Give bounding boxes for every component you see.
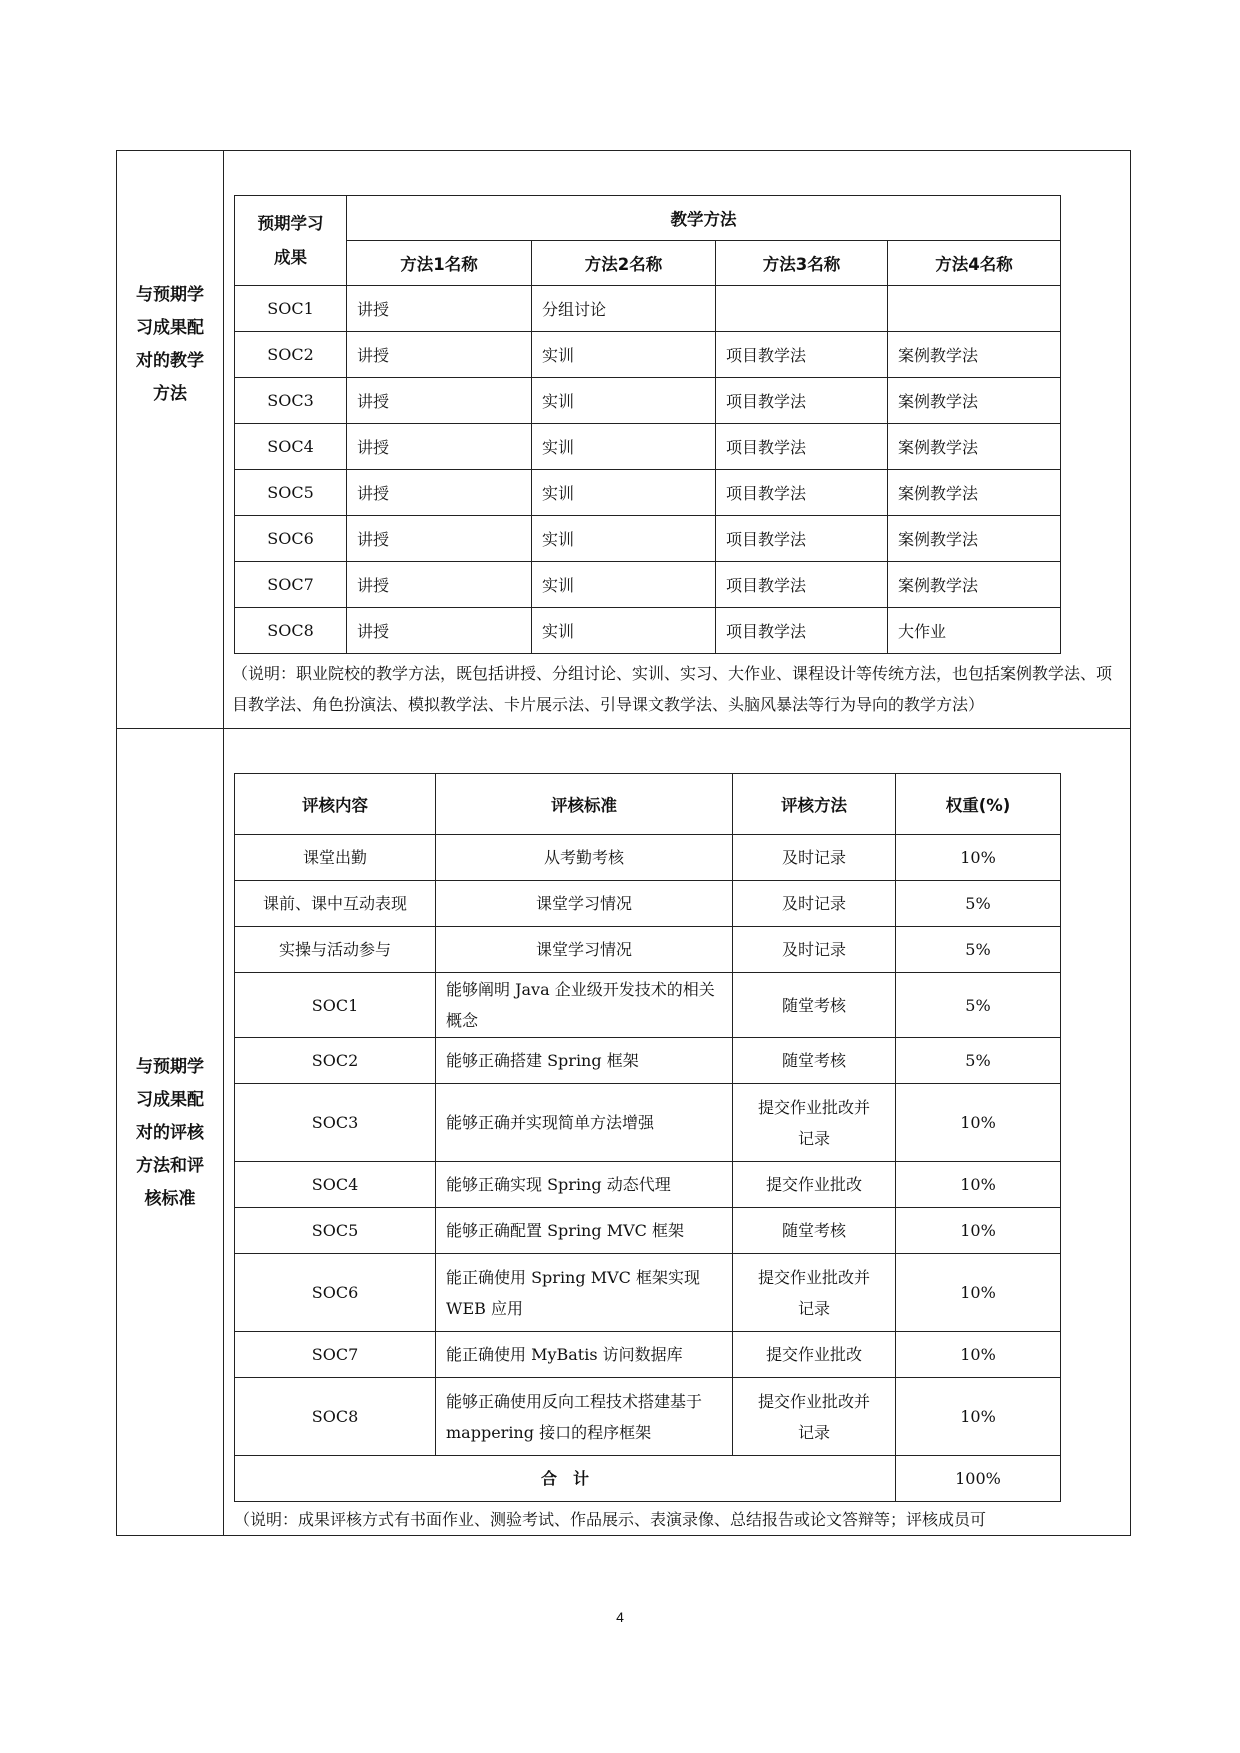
weight-header: 权重(%) bbox=[896, 774, 1061, 835]
method-cell: 讲授 bbox=[347, 378, 532, 424]
assessment-note: （说明：成果评核方式有书面作业、测验考试、作品展示、表演录像、总结报告或论文答辩等；评核成员可 bbox=[234, 1510, 987, 1529]
method-header: 评核方法 bbox=[733, 774, 896, 835]
outcome-header bbox=[235, 196, 347, 286]
assessment-label bbox=[117, 729, 224, 1536]
method-cell: 实训 bbox=[532, 470, 716, 516]
method-cell: 案例教学法 bbox=[888, 424, 1061, 470]
total-label: 合 计 bbox=[235, 1456, 896, 1502]
method-cell: 提交作业批改 bbox=[733, 1332, 896, 1378]
table-row bbox=[235, 1254, 1061, 1332]
method-cell: 及时记录 bbox=[733, 835, 896, 881]
table-row bbox=[235, 516, 1061, 562]
content-cell: SOC8 bbox=[235, 1378, 436, 1456]
weight-cell: 5% bbox=[896, 1038, 1061, 1084]
table-row bbox=[235, 1038, 1061, 1084]
method-cell: 案例教学法 bbox=[888, 516, 1061, 562]
content-cell: 课堂出勤 bbox=[235, 835, 436, 881]
standard-cell: 能够正确使用反向工程技术搭建基于 mappering 接口的程序框架 bbox=[436, 1378, 733, 1456]
outcome-header-line: 预期学习 bbox=[257, 213, 324, 233]
methods-header: 教学方法 bbox=[347, 196, 1061, 241]
content-cell: SOC4 bbox=[235, 1162, 436, 1208]
outcome-cell: SOC6 bbox=[235, 516, 347, 562]
outcome-cell: SOC8 bbox=[235, 608, 347, 654]
method-cell: 随堂考核 bbox=[733, 973, 896, 1038]
content-cell: SOC7 bbox=[235, 1332, 436, 1378]
total-weight: 100% bbox=[896, 1456, 1061, 1502]
method-cell: 随堂考核 bbox=[733, 1208, 896, 1254]
table-row bbox=[235, 881, 1061, 927]
standard-cell: 从考勤考核 bbox=[436, 835, 733, 881]
teaching-methods-table bbox=[234, 195, 1061, 654]
weight-cell: 10% bbox=[896, 835, 1061, 881]
label-line: 对的评核 bbox=[136, 1123, 204, 1143]
label-line: 习成果配 bbox=[136, 318, 204, 338]
label-line: 对的教学 bbox=[136, 351, 204, 371]
content-cell: 课前、课中互动表现 bbox=[235, 881, 436, 927]
weight-cell: 5% bbox=[896, 927, 1061, 973]
assessment-content bbox=[224, 729, 1131, 1536]
method-2-header: 方法2名称 bbox=[532, 241, 716, 286]
standard-cell: 能正确使用 Spring MVC 框架实现 WEB 应用 bbox=[436, 1254, 733, 1332]
method-cell: 讲授 bbox=[347, 286, 532, 332]
outcome-cell: SOC3 bbox=[235, 378, 347, 424]
weight-cell: 10% bbox=[896, 1084, 1061, 1162]
method-cell: 提交作业批改并记录 bbox=[733, 1378, 896, 1456]
method-cell: 项目教学法 bbox=[716, 378, 888, 424]
table-row bbox=[235, 1208, 1061, 1254]
method-cell: 案例教学法 bbox=[888, 378, 1061, 424]
label-line: 核标准 bbox=[144, 1189, 196, 1209]
method-cell: 分组讨论 bbox=[532, 286, 716, 332]
method-cell: 提交作业批改并记录 bbox=[733, 1084, 896, 1162]
method-cell: 讲授 bbox=[347, 516, 532, 562]
page-number: 4 bbox=[616, 1609, 624, 1625]
method-cell: 案例教学法 bbox=[888, 332, 1061, 378]
weight-cell: 10% bbox=[896, 1332, 1061, 1378]
standard-cell: 课堂学习情况 bbox=[436, 927, 733, 973]
course-outline-table bbox=[116, 150, 1131, 1536]
method-4-header: 方法4名称 bbox=[888, 241, 1061, 286]
label-line: 与预期学 bbox=[136, 1057, 204, 1077]
method-cell: 讲授 bbox=[347, 424, 532, 470]
method-cell: 大作业 bbox=[888, 608, 1061, 654]
assessment-table bbox=[234, 773, 1061, 1502]
method-cell: 案例教学法 bbox=[888, 470, 1061, 516]
method-1-header: 方法1名称 bbox=[347, 241, 532, 286]
outcome-cell: SOC1 bbox=[235, 286, 347, 332]
method-cell: 实训 bbox=[532, 332, 716, 378]
standard-cell: 能够阐明 Java 企业级开发技术的相关概念 bbox=[436, 973, 733, 1038]
method-cell: 讲授 bbox=[347, 562, 532, 608]
method-cell bbox=[716, 286, 888, 332]
method-cell: 实训 bbox=[532, 424, 716, 470]
table-row bbox=[235, 286, 1061, 332]
outcome-cell: SOC2 bbox=[235, 332, 347, 378]
method-cell: 讲授 bbox=[347, 608, 532, 654]
content-cell: SOC1 bbox=[235, 973, 436, 1038]
method-cell: 实训 bbox=[532, 378, 716, 424]
method-cell bbox=[888, 286, 1061, 332]
content-header: 评核内容 bbox=[235, 774, 436, 835]
label-line: 方法和评 bbox=[136, 1156, 204, 1176]
content-cell: SOC2 bbox=[235, 1038, 436, 1084]
method-cell: 随堂考核 bbox=[733, 1038, 896, 1084]
outcome-cell: SOC7 bbox=[235, 562, 347, 608]
table-row bbox=[235, 835, 1061, 881]
table-row bbox=[235, 608, 1061, 654]
table-row bbox=[235, 1378, 1061, 1456]
method-cell: 实训 bbox=[532, 516, 716, 562]
method-3-header: 方法3名称 bbox=[716, 241, 888, 286]
table-row bbox=[235, 1084, 1061, 1162]
table-row bbox=[235, 973, 1061, 1038]
table-row bbox=[235, 378, 1061, 424]
method-cell: 实训 bbox=[532, 608, 716, 654]
content-cell: SOC6 bbox=[235, 1254, 436, 1332]
method-cell: 实训 bbox=[532, 562, 716, 608]
label-line: 方法 bbox=[153, 384, 187, 404]
method-cell: 及时记录 bbox=[733, 927, 896, 973]
method-cell: 讲授 bbox=[347, 470, 532, 516]
method-cell: 项目教学法 bbox=[716, 470, 888, 516]
table-row bbox=[235, 470, 1061, 516]
method-cell: 项目教学法 bbox=[716, 608, 888, 654]
outcome-cell: SOC5 bbox=[235, 470, 347, 516]
weight-cell: 10% bbox=[896, 1254, 1061, 1332]
outcome-header-line: 成果 bbox=[274, 247, 307, 267]
weight-cell: 5% bbox=[896, 881, 1061, 927]
content-cell: SOC5 bbox=[235, 1208, 436, 1254]
method-cell: 提交作业批改并记录 bbox=[733, 1254, 896, 1332]
table-row bbox=[235, 562, 1061, 608]
table-row bbox=[235, 424, 1061, 470]
table-row bbox=[235, 927, 1061, 973]
assessment-section bbox=[117, 729, 1131, 1536]
method-cell: 讲授 bbox=[347, 332, 532, 378]
teaching-methods-section bbox=[117, 151, 1131, 729]
method-cell: 案例教学法 bbox=[888, 562, 1061, 608]
standard-cell: 能正确使用 MyBatis 访问数据库 bbox=[436, 1332, 733, 1378]
outcome-cell: SOC4 bbox=[235, 424, 347, 470]
method-cell: 项目教学法 bbox=[716, 516, 888, 562]
teaching-methods-note: （说明：职业院校的教学方法，既包括讲授、分组讨论、实训、实习、大作业、课程设计等传统方法，也包括案例教学法、项目教学法、角色扮演法、模拟教学法、卡片展示法、引导课文教学法、头脑风暴法等行为导向的教学方法） bbox=[232, 664, 1113, 714]
weight-cell: 5% bbox=[896, 973, 1061, 1038]
method-cell: 项目教学法 bbox=[716, 332, 888, 378]
teaching-methods-content bbox=[224, 151, 1131, 729]
weight-cell: 10% bbox=[896, 1162, 1061, 1208]
method-cell: 及时记录 bbox=[733, 881, 896, 927]
table-row bbox=[235, 1332, 1061, 1378]
weight-cell: 10% bbox=[896, 1378, 1061, 1456]
total-row bbox=[235, 1456, 1061, 1502]
content-cell: 实操与活动参与 bbox=[235, 927, 436, 973]
table-row bbox=[235, 332, 1061, 378]
content-cell: SOC3 bbox=[235, 1084, 436, 1162]
standard-cell: 能够正确并实现简单方法增强 bbox=[436, 1084, 733, 1162]
standard-cell: 课堂学习情况 bbox=[436, 881, 733, 927]
standard-cell: 能够正确实现 Spring 动态代理 bbox=[436, 1162, 733, 1208]
method-cell: 提交作业批改 bbox=[733, 1162, 896, 1208]
method-cell: 项目教学法 bbox=[716, 424, 888, 470]
label-line: 习成果配 bbox=[136, 1090, 204, 1110]
standard-cell: 能够正确配置 Spring MVC 框架 bbox=[436, 1208, 733, 1254]
teaching-methods-label bbox=[117, 151, 224, 729]
method-cell: 项目教学法 bbox=[716, 562, 888, 608]
standard-cell: 能够正确搭建 Spring 框架 bbox=[436, 1038, 733, 1084]
weight-cell: 10% bbox=[896, 1208, 1061, 1254]
label-line: 与预期学 bbox=[136, 285, 204, 305]
standard-header: 评核标准 bbox=[436, 774, 733, 835]
table-row bbox=[235, 1162, 1061, 1208]
